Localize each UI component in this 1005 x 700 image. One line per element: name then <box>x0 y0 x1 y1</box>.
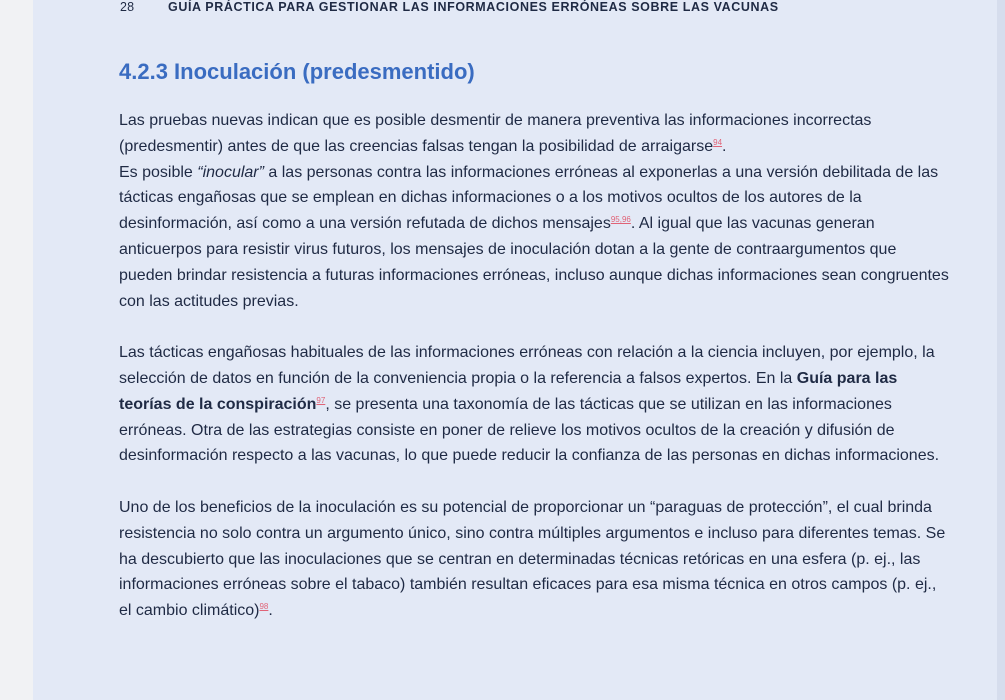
paragraph-1 <box>119 108 949 314</box>
p1-text-2: . <box>722 137 727 155</box>
section-title: 4.2.3 Inoculación (predesmentido) <box>119 59 475 84</box>
p1-text-4: a las personas contra las informaciones erróneas al exponerlas a una versión debilitada de las tácticas engañosas que se emplean en dichas informaciones o a los motivos ocultos de los autores de la desinformación, así como a una versión refutada de dichos mensajes <box>119 163 939 233</box>
footnote-ref-97[interactable]: 97 <box>316 395 326 405</box>
p2-text-2: , se presenta una taxonomía de las tácticas que se utilizan en las informaciones erróneas. Otra de las estrategias consiste en poner de relieve los motivos ocultos de la creación y difusión de desinformación respecto a las vacunas, lo que puede reducir la confianza de las personas en dichas informaciones. <box>119 395 940 465</box>
running-head <box>120 0 779 17</box>
body-text <box>119 108 949 650</box>
page-number: 28 <box>120 0 135 14</box>
guide-link-text[interactable]: Guía para las teorías de la conspiración <box>119 369 898 413</box>
footnote-ref-98[interactable]: 98 <box>259 602 269 612</box>
p1-text-1: Las pruebas nuevas indican que es posible desmentir de manera preventiva las informaciones incorrectas (predesmentir) antes de que las creencias falsas tengan la posibilidad de arraigarse <box>119 112 872 155</box>
p3-text-2: . <box>268 602 273 620</box>
p2-text-1: Las tácticas engañosas habituales de las informaciones erróneas con relación a la ciencia incluyen, por ejemplo, la selección de datos en función de la conveniencia propia o la referencia a falsos expertos. En la <box>119 344 935 387</box>
p1-text-5: . Al igual que las vacunas generan anticuerpos para resistir virus futuros, los mensajes de inoculación dotan a la gente de contraargumentos que pueden brindar resistencia a futuras informaciones erróneas, incluso aunque dichas informaciones sean congruentes con las actitudes previas. <box>119 215 949 310</box>
p1-italic-term: “inocular” <box>197 163 264 181</box>
paragraph-2 <box>119 340 949 469</box>
document-page <box>33 0 1005 700</box>
footnote-ref-94[interactable]: 94 <box>713 137 723 147</box>
p3-text-1: Uno de los beneficios de la inoculación es su potencial de proporcionar un “paraguas de protección”, el cual brinda resistencia no solo contra un argumento único, sino contra múltiples argumentos e incluso para diferentes temas. Se ha descubierto que las inoculaciones que se centran en determinadas técnicas retóricas en una esfera (p. ej., las informaciones erróneas sobre el tabaco) también resultan eficaces para esa misma técnica en otros campos (p. ej., el cambio climático) <box>119 498 946 620</box>
running-head-title: GUÍA PRÁCTICA PARA GESTIONAR LAS INFORMACIONES ERRÓNEAS SOBRE LAS VACUNAS <box>168 0 779 14</box>
footnote-ref-95-96[interactable]: 95,96 <box>610 215 631 225</box>
p1-text-3: Es posible <box>119 163 198 181</box>
paragraph-3 <box>119 495 949 624</box>
page-edge <box>997 0 1005 700</box>
